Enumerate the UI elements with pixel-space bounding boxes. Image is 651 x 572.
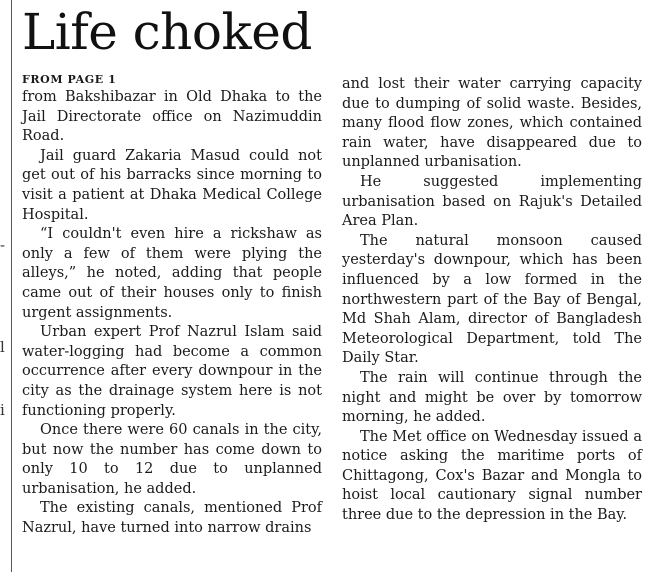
article-column-right (342, 75, 642, 526)
paragraph: Once there were 60 canals in the city, but now the number has come down to only 10 to 12 due to unplanned urbanisation, he added. (22, 422, 322, 497)
article-column-left (22, 66, 322, 539)
paragraph: Urban expert Prof Nazrul Islam said water-logging had become a common occurrence after every downpour in the city as the drainage system here is not functioning properly. (22, 324, 322, 419)
paragraph: Jail guard Zakaria Masud could not get out of his barracks since morning to visit a patient at Dhaka Medical College Hospital. (22, 147, 322, 223)
headline: Life choked (22, 3, 312, 61)
column-rule (11, 0, 12, 572)
adjacent-column-fragment: i (0, 401, 5, 419)
paragraph: “I couldn't even hire a rickshaw as only a few of them were plying the alleys,” he noted, adding that people came out of their houses only to finish urgent assignments. (22, 226, 322, 321)
paragraph: The Met office on Wednesday issued a notice asking the maritime ports of Chittagong, Cox's Bazar and Mongla to hoist local cautionary signal number three due to the depression in the Bay. (342, 428, 642, 524)
continuation-kicker: FROM PAGE 1 (22, 73, 117, 86)
paragraph: and lost their water carrying capacity due to dumping of solid waste. Besides, many flood flow zones, which contained rain water, have disappeared due to unplanned urbanisation. (342, 76, 642, 171)
adjacent-column-fragment: - (0, 236, 6, 254)
paragraph: The rain will continue through the night and might be over by tomorrow morning, he added. (342, 369, 642, 426)
adjacent-column-fragment: l (0, 338, 5, 356)
paragraph: The existing canals, mentioned Prof Nazrul, have turned into narrow drains (22, 500, 322, 537)
paragraph: from Bakshibazar in Old Dhaka to the Jail Directorate office on Nazimuddin Road. (22, 89, 322, 145)
paragraph: He suggested implementing urbanisation based on Rajuk's Detailed Area Plan. (342, 173, 642, 230)
paragraph: The natural monsoon caused yesterday's downpour, which has been influenced by a low formed in the northwestern part of the Bay of Bengal, Md Shah Alam, director of Bangladesh Meteorological Department, told The Daily Star. (342, 232, 642, 367)
